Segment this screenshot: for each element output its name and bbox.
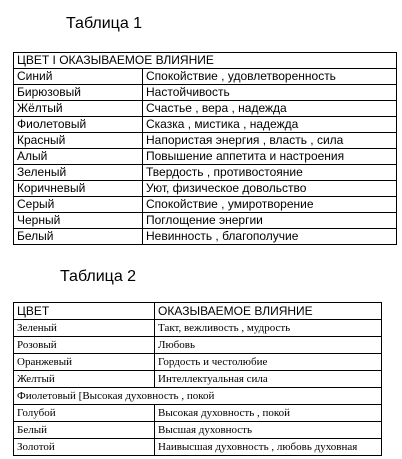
table2-header-row (14, 303, 382, 320)
color-cell: Бирюзовый (14, 85, 143, 101)
table-row (14, 354, 382, 371)
table1-header: ЦВЕТ I ОКАЗЫВАЕМОЕ ВЛИЯНИЕ (14, 53, 397, 69)
color-cell: Красный (14, 133, 143, 149)
table2-header-color: ЦВЕТ (14, 303, 155, 320)
table-row (14, 101, 397, 117)
color-cell: Серый (14, 197, 143, 213)
table2 (13, 302, 382, 456)
effect-cell: Невинность , благополучие (143, 229, 397, 245)
effect-cell: Любовь (155, 337, 382, 354)
table-row (14, 165, 397, 181)
table1-header-row (14, 53, 397, 69)
table1-caption: Таблица 1 (66, 15, 143, 32)
table-row (14, 149, 397, 165)
color-cell: Белый (14, 229, 143, 245)
color-cell: Желтый (14, 371, 155, 388)
table-row (14, 197, 397, 213)
table-row-merged (14, 388, 382, 405)
effect-cell: Счастье , вера , надежда (143, 101, 397, 117)
color-cell: Зеленый (14, 320, 155, 337)
effect-cell: Интеллектуальная сила (155, 371, 382, 388)
table1 (13, 52, 397, 245)
effect-cell: Настойчивость (143, 85, 397, 101)
table-row (14, 117, 397, 133)
effect-cell: Спокойствие , удовлетворенность (143, 69, 397, 85)
table-row (14, 133, 397, 149)
color-cell: Коричневый (14, 181, 143, 197)
color-cell: Белый (14, 422, 155, 439)
effect-cell: Спокойствие , умиротворение (143, 197, 397, 213)
table-row (14, 320, 382, 337)
table-row (14, 422, 382, 439)
color-cell: Голубой (14, 405, 155, 422)
table-row (14, 181, 397, 197)
color-cell: Зеленый (14, 165, 143, 181)
effect-cell: Такт, вежливость , мудрость (155, 320, 382, 337)
effect-cell: Твердость , противостояние (143, 165, 397, 181)
effect-cell: Сказка , мистика , надежда (143, 117, 397, 133)
color-cell: Золотой (14, 439, 155, 456)
table2-header-effect: ОКАЗЫВАЕМОЕ ВЛИЯНИЕ (155, 303, 382, 320)
table-row (14, 405, 382, 422)
color-cell: Оранжевый (14, 354, 155, 371)
effect-cell: Повышение аппетита и настроения (143, 149, 397, 165)
table-row (14, 371, 382, 388)
table-row (14, 213, 397, 229)
merged-cell: Фиолетовый [Высокая духовность , покой (14, 388, 382, 405)
effect-cell: Высокая духовность , покой (155, 405, 382, 422)
table-row (14, 439, 382, 456)
table-row (14, 85, 397, 101)
effect-cell: Гордость и честолюбие (155, 354, 382, 371)
effect-cell: Высшая духовность (155, 422, 382, 439)
color-cell: Алый (14, 149, 143, 165)
effect-cell: Поглощение энергии (143, 213, 397, 229)
table-row (14, 229, 397, 245)
color-cell: Жёлтый (14, 101, 143, 117)
color-cell: Черный (14, 213, 143, 229)
table2-caption: Таблица 2 (60, 268, 137, 285)
table-row (14, 337, 382, 354)
color-cell: Розовый (14, 337, 155, 354)
color-cell: Синий (14, 69, 143, 85)
effect-cell: Уют, физическое довольство (143, 181, 397, 197)
effect-cell: Напористая энергия , власть , сила (143, 133, 397, 149)
effect-cell: Наивысшая духовность , любовь духовная (155, 439, 382, 456)
color-cell: Фиолетовый (14, 117, 143, 133)
table-row (14, 69, 397, 85)
